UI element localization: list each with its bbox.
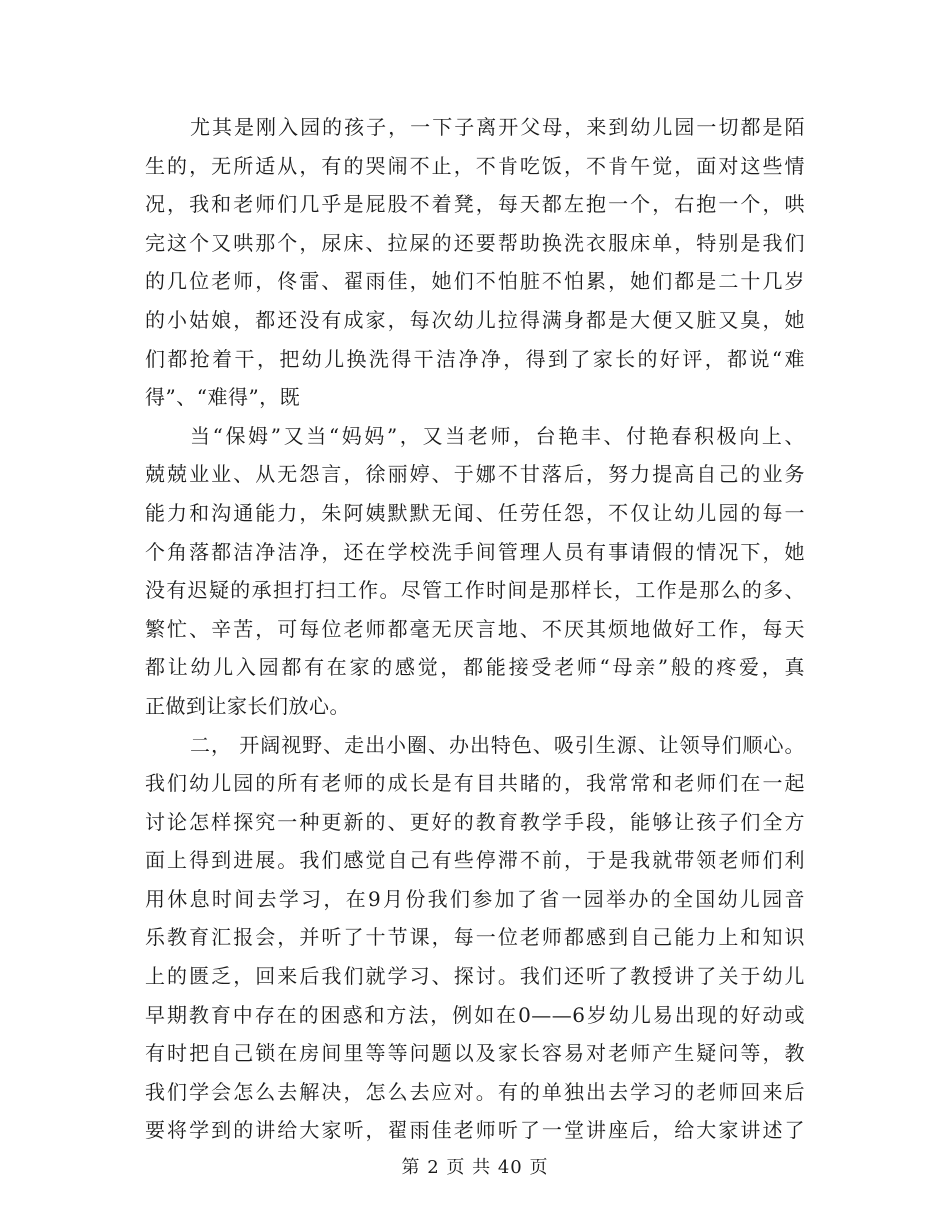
text-line: 们都抢着干，把幼儿换洗得干洁净净，得到了家长的好评，都说“难 (145, 346, 805, 371)
text-line: 个角落都洁净洁净，还在学校洗手间管理人员有事请假的情况下，她 (145, 539, 805, 564)
text-line: 繁忙、辛苦，可每位老师都毫无厌言地、不厌其烦地做好工作，每天 (145, 616, 805, 641)
text-line: 讨论怎样探究一种更新的、更好的教育教学手段，能够让孩子们全方 (145, 809, 805, 834)
text-line: 尤其是刚入园的孩子，一下子离开父母，来到幼儿园一切都是陌 (190, 115, 805, 139)
text-line: 完这个又哄那个，尿床、拉屎的还要帮助换洗衣服床单，特别是我们 (145, 230, 805, 255)
text-line: 都让幼儿入园都有在家的感觉，都能接受老师“母亲”般的疼爱，真 (145, 655, 805, 680)
text-line: 当“保姆”又当“妈妈”，又当老师，台艳丰、付艳春积极向上、 (190, 423, 805, 448)
text-line: 兢兢业业、从无怨言，徐丽婷、于娜不甘落后，努力提高自己的业务 (145, 462, 805, 487)
text-line: 没有迟疑的承担打扫工作。尽管工作时间是那样长，工作是那么的多、 (145, 578, 805, 603)
text-line: 有时把自己锁在房间里等等问题以及家长容易对老师产生疑问等，教 (145, 1041, 805, 1066)
text-line: 生的，无所适从，有的哭闹不止，不肯吃饭，不肯午觉，面对这些情 (145, 153, 805, 178)
text-line: 我们学会怎么去解决，怎么去应对。有的单独出去学习的老师回来后 (145, 1079, 805, 1104)
section-heading: 二， 开阔视野、走出小圈、办出特色、吸引生源、让领导们顺心。 (190, 732, 805, 757)
text-line: 正做到让家长们放心。 (145, 693, 350, 718)
text-line: 能力和沟通能力，朱阿姨默默无闻、任劳任怨，不仅让幼儿园的每一 (145, 500, 805, 525)
text-line: 早期教育中存在的困惑和方法，例如在0——6岁幼儿易出现的好动或 (145, 1002, 805, 1027)
text-line: 的几位老师，佟雷、翟雨佳，她们不怕脏不怕累，她们都是二十几岁 (145, 269, 805, 294)
text-line: 面上得到进展。我们感觉自己有些停滞不前，于是我就带领老师们利 (145, 848, 805, 873)
text-line: 要将学到的讲给大家听，翟雨佳老师听了一堂讲座后，给大家讲述了 (145, 1118, 805, 1143)
text-line: 的小姑娘，都还没有成家，每次幼儿拉得满身都是大便又脏又臭，她 (145, 307, 805, 332)
text-line: 况，我和老师们几乎是屁股不着凳，每天都左抱一个，右抱一个，哄 (145, 192, 805, 217)
text-line: 得”、“难得”，既 (145, 385, 301, 410)
text-line: 我们幼儿园的所有老师的成长是有目共睹的，我常常和老师们在一起 (145, 771, 805, 796)
body-text (145, 108, 805, 1150)
text-line: 用休息时间去学习，在9月份我们参加了省一园举办的全国幼儿园音 (145, 886, 805, 911)
text-line: 上的匮乏，回来后我们就学习、探讨。我们还听了教授讲了关于幼儿 (145, 964, 805, 989)
text-line: 乐教育汇报会，并听了十节课，每一位老师都感到自己能力上和知识 (145, 925, 805, 950)
page-number-footer: 第 2 页 共 40 页 (401, 1157, 549, 1178)
